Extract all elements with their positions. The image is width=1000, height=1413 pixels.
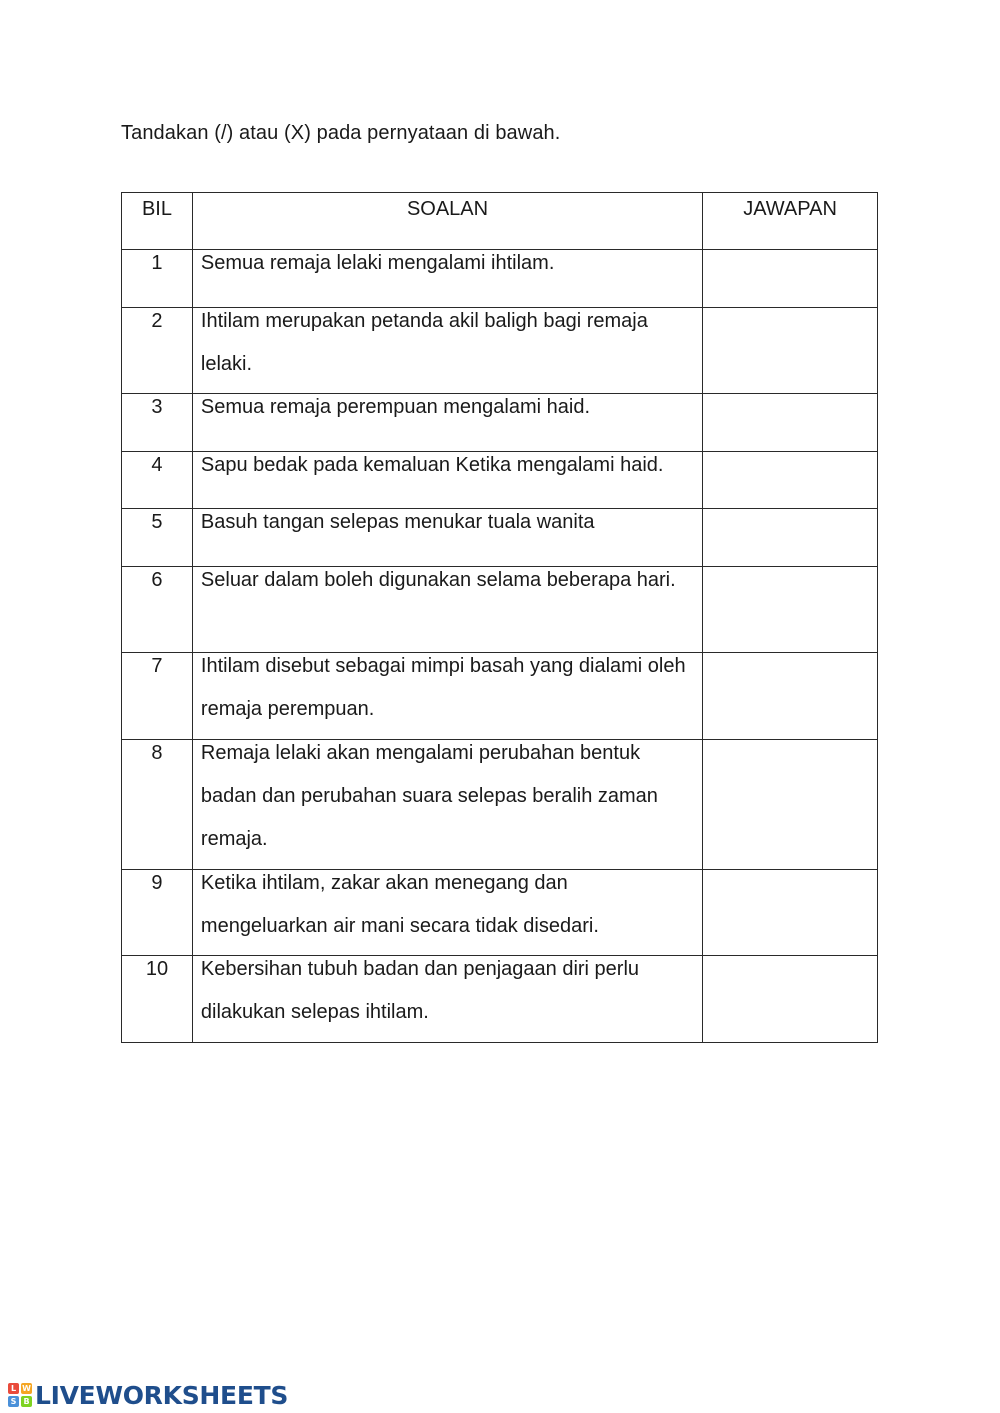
row-number: 6: [122, 567, 193, 653]
answer-field[interactable]: [703, 740, 878, 870]
row-number: 5: [122, 509, 193, 567]
row-number: 10: [122, 956, 193, 1043]
answer-field[interactable]: [703, 567, 878, 653]
row-number: 4: [122, 452, 193, 509]
instruction-text: Tandakan (/) atau (X) pada pernyataan di bawah.: [121, 122, 561, 144]
table-row: [122, 956, 878, 1043]
table-row: [122, 740, 878, 870]
logo-tile: W: [22, 1384, 31, 1393]
logo-text: LIVEWORKSHEETS: [35, 1380, 289, 1410]
answer-field[interactable]: [703, 250, 878, 308]
table-row: [122, 308, 878, 394]
answer-field[interactable]: [703, 452, 878, 509]
table-row: [122, 653, 878, 740]
question-text: Ihtilam disebut sebagai mimpi basah yang dialami oleh remaja perempuan.: [192, 653, 702, 740]
liveworksheets-logo[interactable]: [8, 1381, 288, 1409]
logo-tile: B: [21, 1396, 32, 1407]
row-number: 1: [122, 250, 193, 308]
logo-tile: S: [8, 1396, 19, 1407]
logo-mark-icon: [8, 1383, 32, 1407]
row-number: 2: [122, 308, 193, 394]
answer-field[interactable]: [703, 870, 878, 956]
row-number: 7: [122, 653, 193, 740]
table-row: [122, 870, 878, 956]
question-text: Ketika ihtilam, zakar akan menegang dan mengeluarkan air mani secara tidak disedari.: [192, 870, 702, 956]
answer-field[interactable]: [703, 956, 878, 1043]
row-number: 3: [122, 394, 193, 452]
question-text: Ihtilam merupakan petanda akil baligh bagi remaja lelaki.: [192, 308, 702, 394]
question-text: Sapu bedak pada kemaluan Ketika mengalami haid.: [192, 452, 702, 509]
header-soalan: SOALAN: [192, 193, 702, 250]
table-row: [122, 567, 878, 653]
quiz-table: [121, 192, 878, 1043]
logo-tile: L: [8, 1383, 19, 1394]
header-jawapan: JAWAPAN: [703, 193, 878, 250]
question-text: Semua remaja perempuan mengalami haid.: [192, 394, 702, 452]
answer-field[interactable]: [703, 653, 878, 740]
row-number: 9: [122, 870, 193, 956]
answer-field[interactable]: [703, 394, 878, 452]
question-text: Seluar dalam boleh digunakan selama beberapa hari.: [192, 567, 702, 653]
row-number: 8: [122, 740, 193, 870]
question-text: Semua remaja lelaki mengalami ihtilam.: [192, 250, 702, 308]
question-text: Basuh tangan selepas menukar tuala wanita: [192, 509, 702, 567]
question-text: Kebersihan tubuh badan dan penjagaan diri perlu dilakukan selepas ihtilam.: [192, 956, 702, 1043]
answer-field[interactable]: [703, 308, 878, 394]
header-bil: BIL: [122, 193, 193, 250]
answer-field[interactable]: [703, 509, 878, 567]
question-text: Remaja lelaki akan mengalami perubahan bentuk badan dan perubahan suara selepas beralih zaman remaja.: [192, 740, 702, 870]
